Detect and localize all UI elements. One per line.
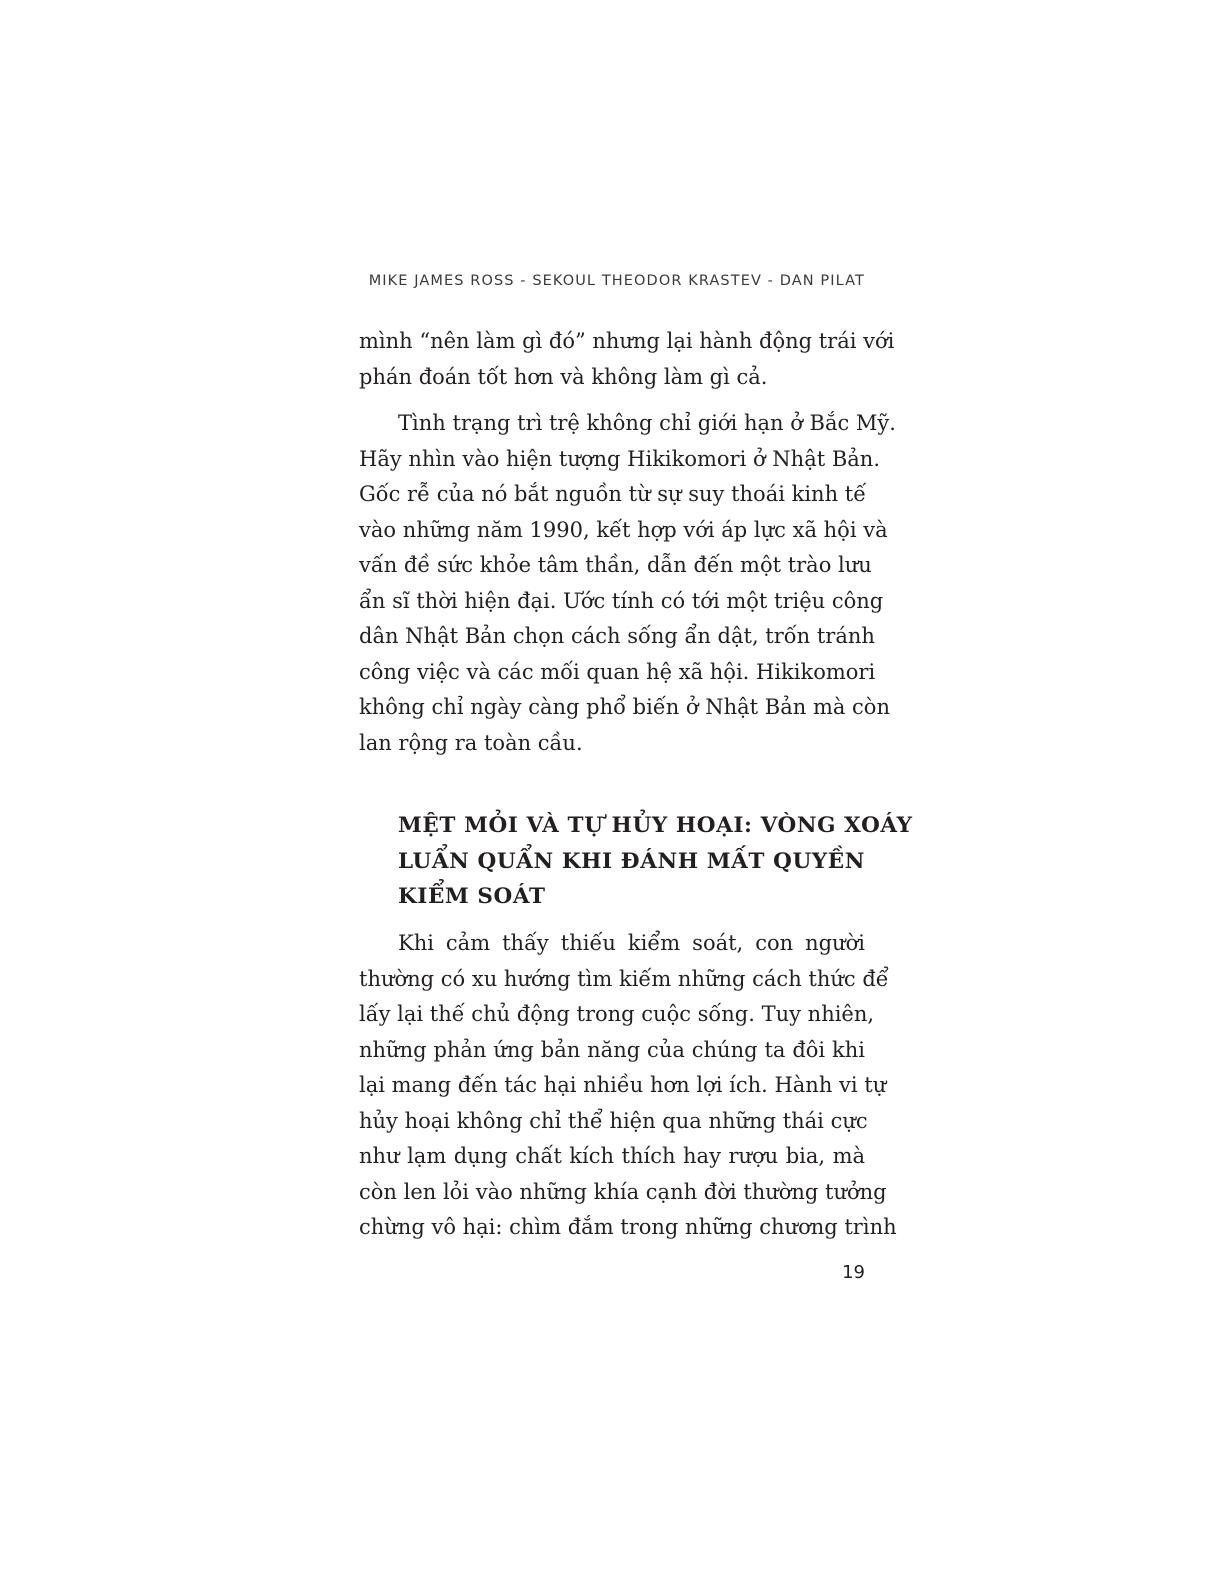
text-line: lấy lại thế chủ động trong cuộc sống. Tuy nhiên, xyxy=(359,1002,875,1026)
heading-line: KIỂM SOÁT xyxy=(398,884,546,909)
text-line: ẩn sĩ thời hiện đại. Ước tính có tới một triệu công xyxy=(359,588,884,613)
text-line: Gốc rễ của nó bắt nguồn từ sự suy thoái kinh tế xyxy=(359,482,867,506)
text-line: không chỉ ngày càng phổ biến ở Nhật Bản mà còn xyxy=(359,695,890,719)
paragraph-continuation xyxy=(359,324,895,395)
page-number: 19 xyxy=(842,1262,865,1283)
heading-line: MỆT MỎI VÀ TỰ HỦY HOẠI: VÒNG XOÁY xyxy=(398,813,913,838)
text-line: như lạm dụng chất kích thích hay rượu bia, mà xyxy=(359,1144,865,1168)
text-line: Hãy nhìn vào hiện tượng Hikikomori ở Nhật Bản. xyxy=(359,446,880,471)
text-line: phán đoán tốt hơn và không làm gì cả. xyxy=(359,364,768,389)
text-line: lan rộng ra toàn cầu. xyxy=(359,730,583,755)
text-line: lại mang đến tác hại nhiều hơn lợi ích. Hành vi tự xyxy=(359,1073,887,1097)
paragraph-self-sabotage xyxy=(359,926,897,1246)
text-line: công việc và các mối quan hệ xã hội. Hikikomori xyxy=(359,659,876,684)
text-line: vào những năm 1990, kết hợp với áp lực xã hội và xyxy=(359,517,888,542)
heading-line: LUẨN QUẨN KHI ĐÁNH MẤT QUYỀN xyxy=(398,848,865,874)
text-line: thường có xu hướng tìm kiếm những cách thức để xyxy=(359,966,889,991)
text-line: còn len lỏi vào những khía cạnh đời thường tưởng xyxy=(359,1179,887,1204)
text-line: Khi cảm thấy thiếu kiểm soát, con người xyxy=(398,931,865,955)
text-line: dân Nhật Bản chọn cách sống ẩn dật, trốn tránh xyxy=(359,624,875,648)
text-line: Tình trạng trì trệ không chỉ giới hạn ở Bắc Mỹ. xyxy=(398,411,896,435)
running-head: MIKE JAMES ROSS - SEKOUL THEODOR KRASTEV - DAN PILAT xyxy=(368,273,865,289)
text-line: những phản ứng bản năng của chúng ta đôi khi xyxy=(359,1037,865,1062)
section-heading xyxy=(398,808,913,915)
paragraph-hikikomori xyxy=(359,406,896,761)
text-line: mình “nên làm gì đó” nhưng lại hành động trái với xyxy=(359,329,895,353)
text-line: chừng vô hại: chìm đắm trong những chương trình xyxy=(359,1215,897,1239)
text-line: hủy hoại không chỉ thể hiện qua những thái cực xyxy=(359,1108,868,1133)
text-line: vấn đề sức khỏe tâm thần, dẫn đến một trào lưu xyxy=(359,553,872,577)
